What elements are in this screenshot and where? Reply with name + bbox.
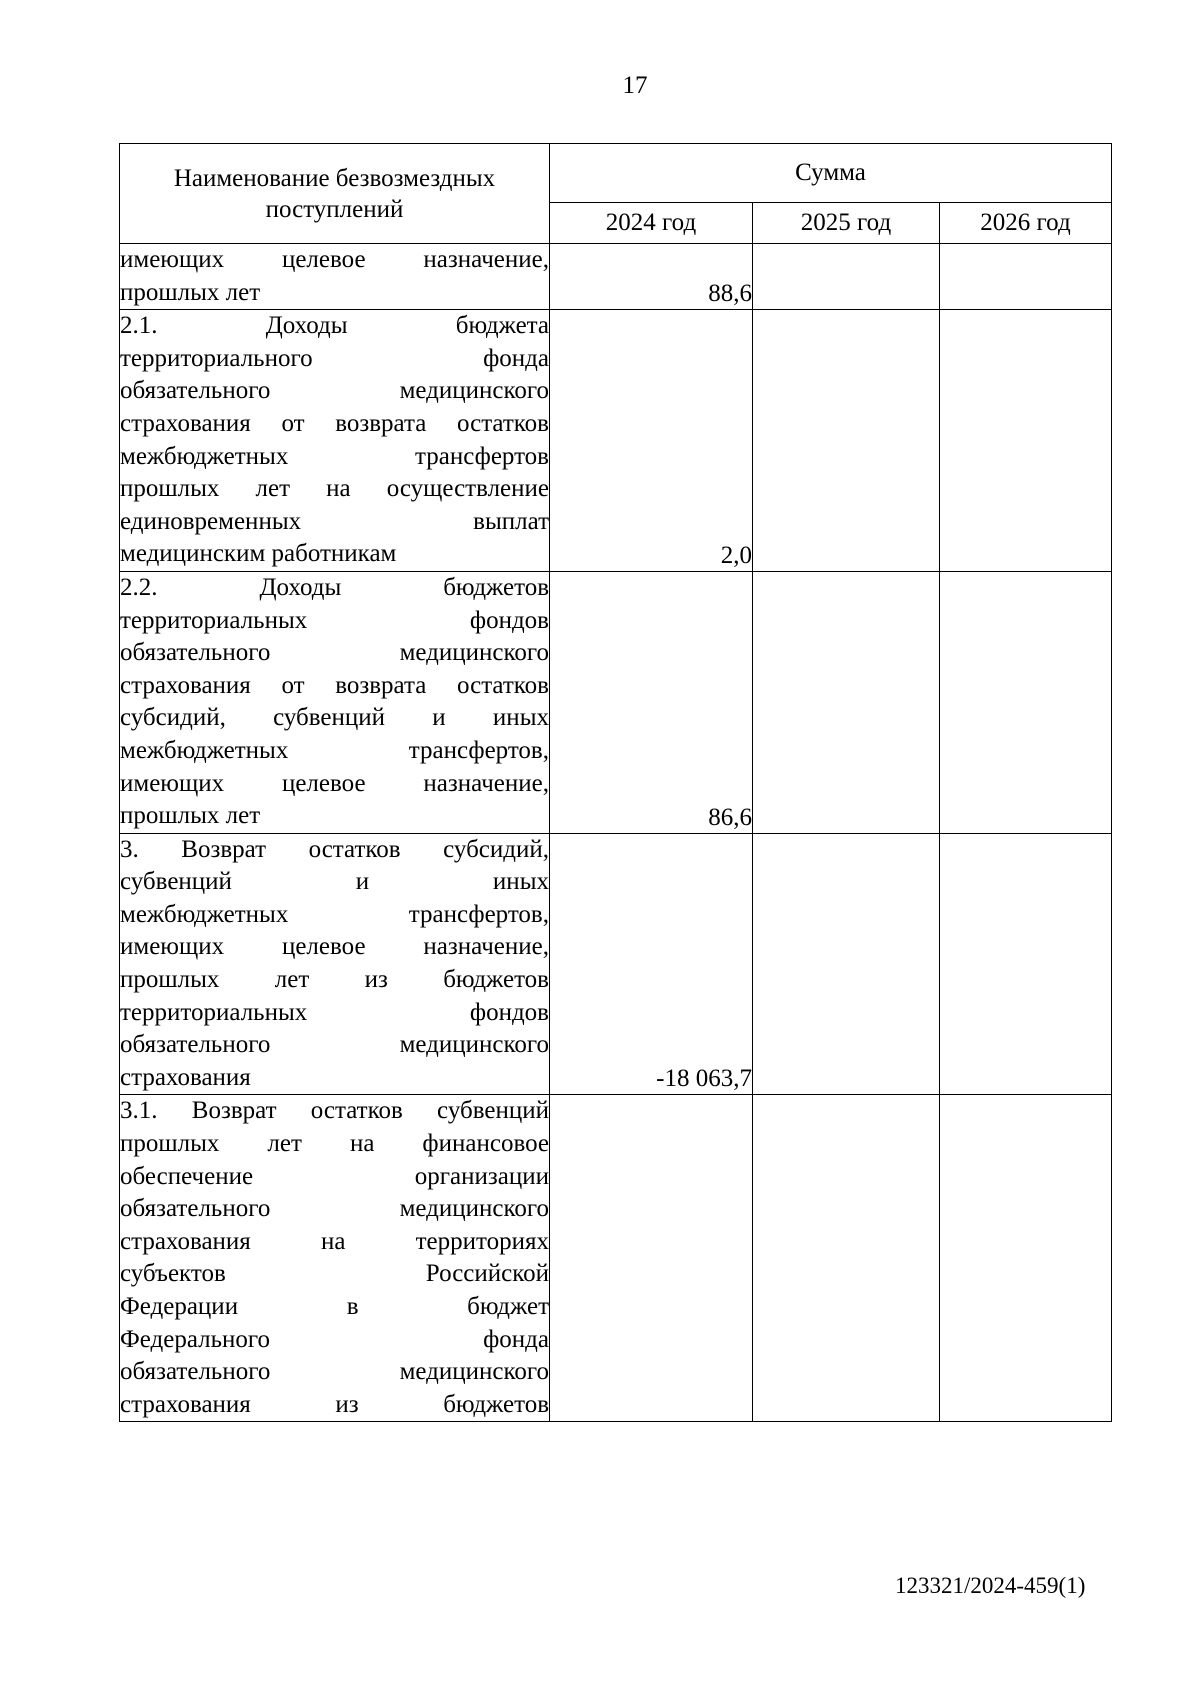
value-cell-2026 xyxy=(940,244,1112,310)
row-name-line: медицинским работникам xyxy=(120,540,397,568)
row-name-line: страхования от возврата остатков xyxy=(120,671,549,699)
row-name-line: обязательного медицинского xyxy=(120,1031,549,1059)
row-name-line: субъектов Российской xyxy=(120,1260,549,1288)
value-cell-2025 xyxy=(753,833,940,1095)
row-name-line: межбюджетных трансфертов, xyxy=(120,900,549,928)
revenue-table xyxy=(119,143,1112,1422)
header-sum: Сумма xyxy=(550,144,1112,203)
row-name-line: страхования от возврата остатков xyxy=(120,409,549,437)
row-name-line: страхования на территориях xyxy=(120,1227,549,1255)
row-name-line: прошлых лет из бюджетов xyxy=(120,966,549,994)
row-name-cell xyxy=(120,310,550,572)
row-name-line: обязательного медицинского xyxy=(120,639,549,667)
row-name-cell xyxy=(120,244,550,310)
row-name-line: 3.1. Возврат остатков субвенций xyxy=(120,1097,549,1125)
row-name-line: территориального фонда xyxy=(120,344,549,372)
value-cell-2026 xyxy=(940,310,1112,572)
row-name-line: субвенций и иных xyxy=(120,868,549,896)
row-name-line: Федерации в бюджет xyxy=(120,1293,549,1320)
row-name-cell xyxy=(120,1095,550,1422)
header-year-2026: 2026 год xyxy=(940,203,1112,244)
row-name-line: обязательного медицинского xyxy=(120,1195,549,1223)
page-number: 17 xyxy=(622,72,648,99)
value-cell-2024: -18 063,7 xyxy=(550,833,753,1095)
table-row xyxy=(120,1095,1112,1422)
row-name-line: страхования из бюджетов xyxy=(120,1390,549,1418)
table-row xyxy=(120,244,1112,310)
value-cell-2024: 86,6 xyxy=(550,571,753,833)
value-cell-2026 xyxy=(940,571,1112,833)
value-cell-2024 xyxy=(550,1095,753,1422)
row-name-line: прошлых лет на осуществление xyxy=(120,475,549,503)
value-cell-2025 xyxy=(753,244,940,310)
header-name: Наименование безвозмездных поступлений xyxy=(120,144,550,244)
row-name-line: единовременных выплат xyxy=(120,507,549,535)
row-name-line: прошлых лет на финансовое xyxy=(120,1130,549,1158)
row-name-line: Федерального фонда xyxy=(120,1325,549,1353)
row-name-line: прошлых лет xyxy=(120,278,261,306)
table-row xyxy=(120,571,1112,833)
value-cell-2024: 2,0 xyxy=(550,310,753,572)
document-code: 123321/2024-459(1) xyxy=(895,1573,1086,1598)
row-name-cell xyxy=(120,571,550,833)
value-cell-2024: 88,6 xyxy=(550,244,753,310)
row-name-line: обязательного медицинского xyxy=(120,377,549,405)
row-name-line: 2.1. Доходы бюджета xyxy=(120,312,549,340)
row-name-line: имеющих целевое назначение, xyxy=(120,933,549,961)
row-name-line: межбюджетных трансфертов xyxy=(120,442,549,470)
row-name-line: территориальных фондов xyxy=(120,998,549,1026)
row-name-line: имеющих целевое назначение, xyxy=(120,246,549,273)
value-cell-2025 xyxy=(753,1095,940,1422)
value-cell-2026 xyxy=(940,1095,1112,1422)
table-row xyxy=(120,833,1112,1095)
row-name-line: межбюджетных трансфертов, xyxy=(120,736,549,764)
row-name-line: обеспечение организации xyxy=(120,1162,549,1190)
row-name-line: страхования xyxy=(120,1063,251,1091)
header-year-2025: 2025 год xyxy=(753,203,940,244)
row-name-line: 3. Возврат остатков субсидий, xyxy=(120,835,549,863)
row-name-line: имеющих целевое назначение, xyxy=(120,769,549,797)
row-name-line: территориальных фондов xyxy=(120,606,549,634)
row-name-line: субсидий, субвенций и иных xyxy=(120,704,549,732)
row-name-cell xyxy=(120,833,550,1095)
header-year-2024: 2024 год xyxy=(550,203,753,244)
value-cell-2025 xyxy=(753,310,940,572)
table-header-row xyxy=(120,144,1112,203)
row-name-line: прошлых лет xyxy=(120,802,261,830)
value-cell-2026 xyxy=(940,833,1112,1095)
table-row xyxy=(120,310,1112,572)
row-name-line: обязательного медицинского xyxy=(120,1358,549,1386)
value-cell-2025 xyxy=(753,571,940,833)
row-name-line: 2.2. Доходы бюджетов xyxy=(120,573,549,601)
